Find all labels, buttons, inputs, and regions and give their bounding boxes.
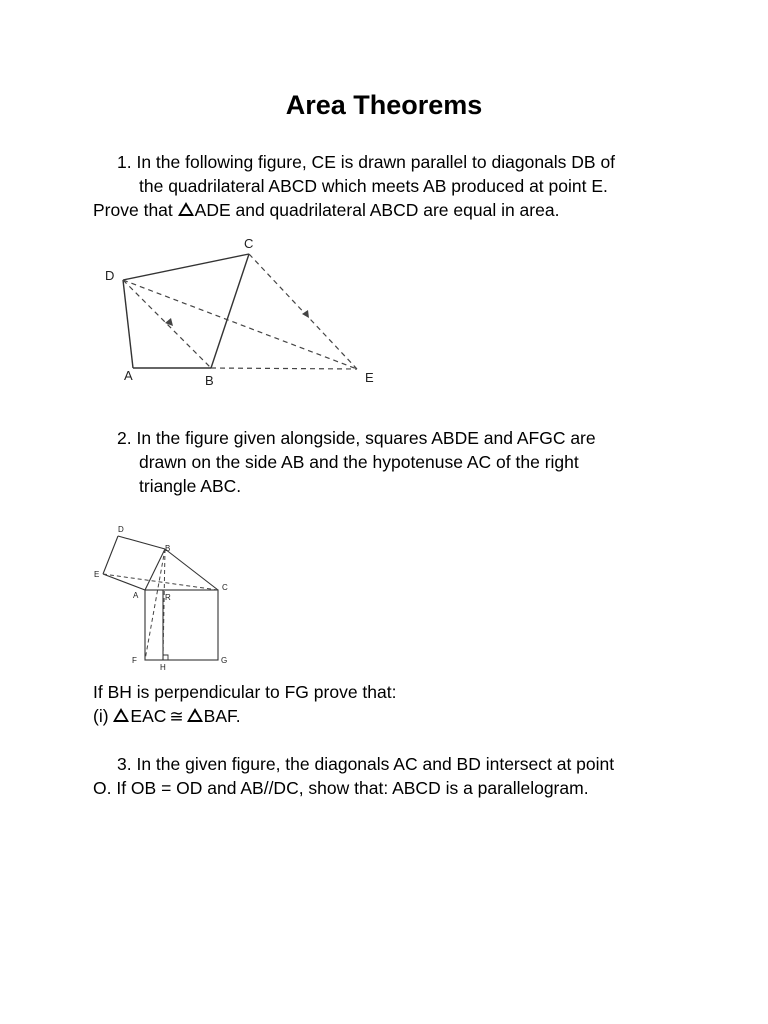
label-a: A [124, 368, 133, 383]
q2-line-3: triangle ABC. [139, 476, 242, 496]
q3-line-1: 3. In the given figure, the diagonals AC and BD intersect at point [117, 754, 615, 774]
label-c: C [222, 583, 228, 592]
arrow-ce-icon [302, 310, 309, 318]
label-b: B [205, 373, 214, 388]
edge-cb [211, 254, 249, 368]
arrow-db-icon [165, 318, 173, 326]
label-f: F [132, 656, 137, 665]
q1-line-3 [93, 198, 559, 222]
figure-1-quadrilateral [95, 232, 395, 392]
dashed-de [123, 280, 357, 369]
q1-line-3-prefix: Prove that [93, 200, 178, 220]
label-b: B [165, 544, 171, 553]
edge-ea [103, 574, 145, 590]
q2-part-i [93, 704, 241, 729]
figure-2-squares [90, 520, 250, 680]
dashed-be [211, 368, 357, 369]
label-c: C [244, 236, 254, 251]
label-h: H [160, 663, 166, 672]
triangle-baf: BAF. [203, 706, 241, 726]
page-title: Area Theorems [285, 90, 483, 120]
edge-da [123, 280, 133, 368]
congruent-symbol: ≅ [169, 707, 184, 726]
edge-ba [145, 549, 165, 590]
label-e: E [94, 570, 100, 579]
label-a: A [133, 591, 139, 600]
triangle-eac: EAC [130, 706, 167, 726]
label-d: D [105, 268, 115, 283]
right-angle-mark-icon [163, 655, 168, 660]
triangle-symbol-icon [187, 708, 203, 722]
dashed-bf [145, 549, 165, 660]
edge-dc [123, 254, 249, 280]
triangle-symbol-icon [178, 202, 194, 216]
q1-line-3-suffix: ADE and quadrilateral ABCD are equal in area. [194, 200, 560, 220]
q3-line-2: O. If OB = OD and AB//DC, show that: ABCD is a parallelogram. [93, 778, 589, 798]
label-e: E [365, 370, 374, 385]
q2-line-1: 2. In the figure given alongside, squares ABDE and AFGC are [117, 428, 596, 448]
part-i-prefix: (i) [93, 706, 114, 726]
q2-line-2: drawn on the side AB and the hypotenuse AC of the right [139, 452, 579, 472]
dashed-ce [249, 254, 357, 369]
q2-prove-line: If BH is perpendicular to FG prove that: [93, 682, 397, 702]
label-g: G [221, 656, 228, 665]
edge-de [103, 536, 118, 574]
edge-db [118, 536, 165, 549]
label-d: D [118, 525, 124, 534]
q1-line-2: the quadrilateral ABCD which meets AB produced at point E. [139, 176, 608, 196]
dashed-db [123, 280, 211, 368]
triangle-symbol-icon [113, 708, 129, 722]
q1-line-1: 1. In the following figure, CE is drawn parallel to diagonals DB of [117, 152, 616, 172]
label-r: R [165, 593, 171, 602]
